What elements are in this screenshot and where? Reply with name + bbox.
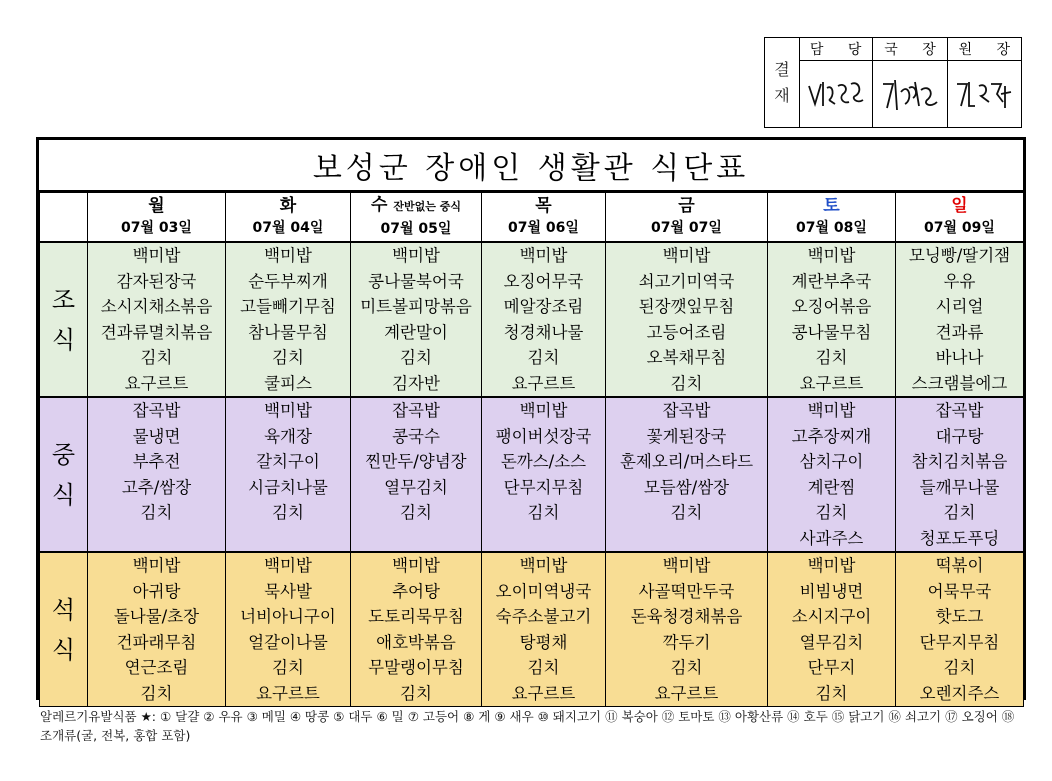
signature-director bbox=[873, 60, 947, 127]
approval-header-manager: 담 당 bbox=[799, 38, 873, 60]
menu-item: 시금치나물 bbox=[248, 477, 328, 497]
meal-cell bbox=[351, 242, 482, 397]
menu-item: 김치 bbox=[527, 658, 560, 677]
meal-label-char: 중 bbox=[51, 440, 76, 469]
menu-item: 어묵무국 bbox=[927, 581, 992, 601]
menu-item: 오징어무국 bbox=[503, 271, 584, 291]
meal-cell bbox=[768, 552, 896, 707]
day-header bbox=[482, 193, 606, 243]
menu-item: 우유 bbox=[943, 271, 976, 291]
menu-item: 김치 bbox=[272, 503, 304, 522]
meal-cell bbox=[88, 397, 226, 552]
menu-item: 쇠고기미역국 bbox=[638, 271, 735, 291]
menu-item: 열무김치 bbox=[799, 632, 864, 652]
menu-item: 감자된장국 bbox=[116, 271, 197, 291]
meal-cell bbox=[482, 552, 606, 707]
signature-image bbox=[805, 74, 867, 114]
dinner-row bbox=[40, 552, 1024, 707]
meal-label-char: 식 bbox=[51, 325, 76, 354]
day-name bbox=[896, 195, 1023, 217]
menu-item: 견과류 bbox=[935, 322, 984, 342]
menu-item: 요구르트 bbox=[654, 683, 719, 703]
menu-item: 부추전 bbox=[132, 452, 181, 471]
menu-item: 고추/쌈장 bbox=[121, 477, 192, 497]
menu-item: 오징어볶음 bbox=[791, 297, 872, 316]
menu-item: 김치 bbox=[527, 348, 560, 367]
day-date: 07월 06일 bbox=[508, 220, 579, 236]
day-label: 금 bbox=[678, 196, 695, 216]
menu-item: 김치 bbox=[140, 683, 173, 703]
menu-item: 참치김치볶음 bbox=[911, 452, 1008, 471]
day-label: 월 bbox=[148, 196, 165, 216]
day-label: 목 bbox=[535, 196, 552, 216]
menu-item: 김치 bbox=[140, 348, 173, 367]
meal-menu-table bbox=[36, 137, 1026, 703]
menu-item: 김치 bbox=[670, 503, 703, 522]
menu-item: 깍두기 bbox=[662, 632, 711, 652]
menu-item: 김치 bbox=[815, 348, 848, 367]
menu-item: 돈육청경채볶음 bbox=[630, 607, 743, 626]
menu-item: 쿨피스 bbox=[264, 373, 312, 393]
meal-cell bbox=[606, 397, 768, 552]
meal-cell bbox=[768, 397, 896, 552]
menu-item: 잡곡밥 bbox=[132, 401, 181, 420]
allergy-notice: 알레르기유발식품 ★: ① 달걀 ② 우유 ③ 메밀 ④ 땅콩 ⑤ 대두 ⑥ 밀 ⑦ 고등어 ⑧ 게 ⑨ 새우 ⑩ 돼지고기 ⑪ 복숭아 ⑫ 토마토 ⑬ 아황산류 ⑭ 호두 ⑮ 닭고기 ⑯ 쇠고기 ⑰ 오징어 ⑱ 조개류(굴, 전복, 홍합 포함) bbox=[40, 709, 1015, 743]
day-label: 토 bbox=[823, 196, 840, 216]
menu-item: 잡곡밥 bbox=[662, 401, 711, 420]
meal-cell bbox=[226, 397, 351, 552]
meal-label-char: 식 bbox=[51, 480, 76, 509]
menu-item: 얼갈이나물 bbox=[248, 632, 328, 652]
menu-item: 김치 bbox=[670, 373, 703, 393]
corner-cell bbox=[40, 193, 88, 243]
menu-item: 갈치구이 bbox=[256, 452, 320, 471]
meal-label bbox=[40, 397, 88, 552]
approval-side-char: 재 bbox=[774, 85, 790, 105]
menu-item: 단무지무침 bbox=[503, 477, 584, 497]
menu-item: 열무김치 bbox=[384, 477, 448, 497]
menu-item: 백미밥 bbox=[264, 401, 312, 420]
menu-item: 요구르트 bbox=[124, 373, 189, 393]
approval-headers bbox=[799, 38, 1021, 61]
menu-item: 백미밥 bbox=[392, 556, 440, 575]
day-name bbox=[351, 194, 481, 218]
menu-item: 단무지 bbox=[807, 658, 856, 677]
menu-item: 오렌지주스 bbox=[919, 683, 1000, 703]
menu-item: 백미밥 bbox=[807, 246, 856, 265]
menu-item: 애호박볶음 bbox=[376, 632, 456, 652]
menu-item: 김치 bbox=[400, 503, 432, 522]
day-label: 일 bbox=[951, 196, 968, 216]
menu-item: 백미밥 bbox=[807, 401, 856, 420]
menu-grid bbox=[39, 192, 1024, 707]
menu-item: 숙주소불고기 bbox=[495, 607, 592, 626]
menu-item: 백미밥 bbox=[519, 556, 568, 575]
signature-head bbox=[948, 60, 1021, 127]
menu-item: 계란부추국 bbox=[791, 271, 872, 291]
menu-item: 탕평채 bbox=[519, 632, 568, 652]
signature-manager bbox=[799, 60, 873, 127]
menu-item: 김치 bbox=[527, 503, 560, 522]
day-name bbox=[482, 195, 605, 217]
meal-cell bbox=[768, 242, 896, 397]
signature-image bbox=[879, 74, 941, 114]
day-date: 07월 07일 bbox=[651, 220, 722, 236]
menu-item: 스크램블에그 bbox=[911, 373, 1008, 393]
menu-item: 요구르트 bbox=[799, 373, 864, 393]
day-header bbox=[606, 193, 768, 243]
menu-item: 잡곡밥 bbox=[935, 401, 984, 420]
menu-item: 고등어조림 bbox=[646, 322, 727, 342]
menu-item: 떡볶이 bbox=[935, 556, 984, 575]
menu-item: 고추장찌개 bbox=[791, 426, 872, 446]
day-date: 07월 05일 bbox=[380, 221, 452, 237]
menu-item: 백미밥 bbox=[132, 246, 181, 265]
menu-item: 콩나물북어국 bbox=[368, 271, 464, 291]
menu-item: 추어탕 bbox=[392, 581, 440, 601]
meal-cell bbox=[351, 397, 482, 552]
menu-item: 아귀탕 bbox=[132, 581, 181, 601]
day-date: 07월 08일 bbox=[796, 220, 867, 236]
menu-item: 핫도그 bbox=[935, 607, 984, 626]
meal-cell bbox=[896, 552, 1024, 707]
meal-label bbox=[40, 552, 88, 707]
meal-label bbox=[40, 242, 88, 397]
menu-item: 청경채나물 bbox=[503, 322, 584, 342]
menu-item: 김치 bbox=[943, 503, 976, 522]
day-header bbox=[88, 193, 226, 243]
menu-item: 백미밥 bbox=[264, 556, 312, 575]
menu-item: 백미밥 bbox=[264, 246, 312, 265]
menu-item: 김치 bbox=[670, 658, 703, 677]
menu-item: 메알장조림 bbox=[503, 297, 584, 316]
day-name bbox=[226, 195, 350, 217]
page-title: 보성군 장애인 생활관 식단표 bbox=[39, 140, 1023, 192]
menu-item: 무말랭이무침 bbox=[368, 658, 464, 677]
menu-item: 요구르트 bbox=[511, 373, 576, 393]
menu-item: 백미밥 bbox=[132, 556, 181, 575]
meal-label-char: 식 bbox=[51, 635, 76, 664]
menu-item: 계란찜 bbox=[807, 477, 856, 497]
meal-cell bbox=[482, 397, 606, 552]
approval-signatures bbox=[799, 60, 1021, 127]
day-header bbox=[351, 193, 482, 243]
day-label: 수 bbox=[371, 195, 388, 215]
menu-item: 사골떡만두국 bbox=[638, 581, 735, 601]
meal-cell bbox=[482, 242, 606, 397]
menu-item: 순두부찌개 bbox=[248, 271, 328, 291]
menu-item: 백미밥 bbox=[519, 246, 568, 265]
menu-item: 팽이버섯장국 bbox=[495, 426, 592, 446]
day-note: 잔반없는 중식 bbox=[393, 200, 461, 213]
menu-item: 오이미역냉국 bbox=[495, 581, 592, 601]
meal-cell bbox=[896, 397, 1024, 552]
menu-item: 모닝빵/딸기잼 bbox=[908, 246, 1011, 265]
day-date: 07월 04일 bbox=[252, 220, 324, 236]
menu-item: 백미밥 bbox=[662, 246, 711, 265]
menu-item: 된장깻잎무침 bbox=[638, 297, 735, 316]
breakfast-row bbox=[40, 242, 1024, 397]
approval-header-head: 원 장 bbox=[958, 42, 1021, 58]
meal-cell bbox=[226, 552, 351, 707]
menu-item: 청포도푸딩 bbox=[919, 528, 1000, 548]
menu-item: 김치 bbox=[815, 503, 848, 522]
meal-label-char: 석 bbox=[51, 595, 76, 624]
menu-item: 잡곡밥 bbox=[392, 401, 440, 420]
menu-item: 콩국수 bbox=[392, 426, 440, 446]
menu-item: 요구르트 bbox=[511, 683, 576, 703]
day-header bbox=[768, 193, 896, 243]
menu-item: 김치 bbox=[140, 503, 173, 522]
menu-item: 삼치구이 bbox=[799, 452, 864, 471]
menu-item: 백미밥 bbox=[807, 556, 856, 575]
day-name bbox=[606, 195, 767, 217]
menu-item: 찐만두/양념장 bbox=[365, 452, 467, 471]
menu-item: 소시지구이 bbox=[791, 607, 872, 626]
lunch-row bbox=[40, 397, 1024, 552]
menu-item: 돈까스/소스 bbox=[500, 452, 587, 471]
meal-label-char: 조 bbox=[51, 285, 76, 314]
day-header bbox=[226, 193, 351, 243]
meal-cell bbox=[88, 242, 226, 397]
menu-item: 계란말이 bbox=[384, 322, 448, 342]
menu-item: 모듬쌈/쌈장 bbox=[643, 477, 730, 497]
menu-item: 시리얼 bbox=[935, 297, 984, 316]
menu-item: 비빔냉면 bbox=[799, 581, 864, 601]
menu-item: 견과류멸치볶음 bbox=[100, 322, 213, 342]
menu-item: 백미밥 bbox=[662, 556, 711, 575]
menu-item: 물냉면 bbox=[132, 426, 181, 446]
menu-item: 단무지무침 bbox=[919, 632, 1000, 652]
menu-item: 김치 bbox=[400, 683, 432, 703]
day-header bbox=[896, 193, 1024, 243]
approval-box bbox=[764, 37, 1022, 128]
menu-item: 훈제오리/머스타드 bbox=[619, 452, 754, 471]
day-name bbox=[88, 195, 225, 217]
approval-side-label bbox=[765, 38, 800, 127]
day-header-row bbox=[40, 193, 1024, 243]
menu-item: 콩나물무침 bbox=[791, 322, 872, 342]
meal-cell bbox=[606, 242, 768, 397]
menu-item: 대구탕 bbox=[935, 426, 984, 446]
menu-item: 들깨무나물 bbox=[919, 477, 1000, 497]
menu-item: 백미밥 bbox=[519, 401, 568, 420]
menu-item: 백미밥 bbox=[392, 246, 440, 265]
menu-item: 참나물무침 bbox=[248, 322, 328, 342]
meal-cell bbox=[88, 552, 226, 707]
meal-cell bbox=[606, 552, 768, 707]
menu-item: 요구르트 bbox=[256, 683, 320, 703]
menu-item: 김자반 bbox=[392, 373, 440, 393]
menu-item: 묵사발 bbox=[264, 581, 312, 601]
menu-item: 바나나 bbox=[935, 348, 984, 367]
menu-item: 미트볼피망볶음 bbox=[360, 297, 472, 316]
menu-item: 김치 bbox=[943, 658, 976, 677]
day-date: 07월 09일 bbox=[924, 220, 995, 236]
meal-cell bbox=[351, 552, 482, 707]
menu-item: 돌나물/초장 bbox=[113, 607, 200, 626]
menu-item: 김치 bbox=[815, 683, 848, 703]
menu-item: 꽃게된장국 bbox=[646, 426, 727, 446]
menu-item: 연근조림 bbox=[124, 658, 189, 677]
menu-item: 김치 bbox=[272, 658, 304, 677]
approval-header-director: 국 장 bbox=[873, 38, 947, 60]
menu-item: 사과주스 bbox=[799, 528, 864, 548]
menu-item: 김치 bbox=[400, 348, 432, 367]
menu-item: 너비아니구이 bbox=[240, 607, 336, 626]
menu-item: 소시지채소볶음 bbox=[100, 297, 213, 316]
menu-item: 육개장 bbox=[264, 426, 312, 446]
menu-item: 고들빼기무침 bbox=[240, 297, 336, 316]
menu-item: 도토리묵무침 bbox=[368, 607, 464, 626]
day-label: 화 bbox=[279, 196, 297, 216]
menu-item: 김치 bbox=[272, 348, 304, 367]
day-name bbox=[768, 195, 895, 217]
approval-side-char: 결 bbox=[774, 59, 790, 79]
signature-image bbox=[953, 74, 1015, 114]
meal-cell bbox=[896, 242, 1024, 397]
menu-item: 건파래무침 bbox=[116, 632, 197, 652]
day-date: 07월 03일 bbox=[121, 220, 192, 236]
menu-item: 오복채무침 bbox=[646, 348, 727, 367]
meal-cell bbox=[226, 242, 351, 397]
